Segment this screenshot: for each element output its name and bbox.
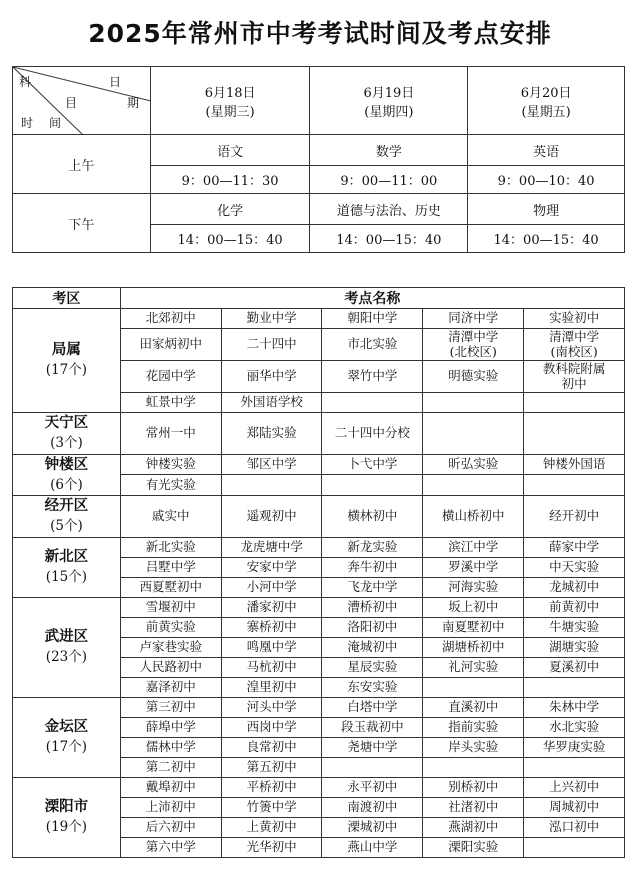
venue-cell: 后六初中 <box>120 817 221 837</box>
venue-cell: 坂上初中 <box>423 597 524 617</box>
venue-cell: 飞龙中学 <box>322 577 423 597</box>
session-label: 下午 <box>13 194 151 253</box>
venue-cell: 朝阳中学 <box>322 309 423 329</box>
district-header: 考区 <box>13 288 121 309</box>
district-count: (17个) <box>45 362 88 379</box>
venue-cell: 清潭中学 (北校区) <box>423 329 524 361</box>
district-cell <box>13 697 121 777</box>
venue-cell: 丽华中学 <box>221 361 322 393</box>
venue-cell: 华罗庚实验 <box>524 737 625 757</box>
venue-cell: 有光实验 <box>120 475 221 496</box>
day-weekday: (星期四) <box>364 104 414 120</box>
venue-cell: 卢家巷实验 <box>120 637 221 657</box>
venue-cell: 燕山中学 <box>322 837 423 857</box>
district-cell <box>13 413 121 455</box>
venue-cell: 段玉裁初中 <box>322 717 423 737</box>
venue-cell: 戚实中 <box>120 496 221 538</box>
venue-cell: 洛阳初中 <box>322 617 423 637</box>
venue-cell: 花园中学 <box>120 361 221 393</box>
time-cell: 9：00—10：40 <box>468 166 625 194</box>
venue-cell: 实验初中 <box>524 309 625 329</box>
corner-label: 间 <box>49 116 62 130</box>
district-name: 新北区 <box>44 548 89 565</box>
venue-cell: 平桥初中 <box>221 777 322 797</box>
venue-cell: 前黄实验 <box>120 617 221 637</box>
venue-cell: 同济中学 <box>423 309 524 329</box>
venue-cell: 邹区中学 <box>221 454 322 475</box>
district-count: (3个) <box>50 435 83 452</box>
venue-cell: 溧阳实验 <box>423 837 524 857</box>
district-name: 武进区 <box>44 628 89 645</box>
venue-cell: 常州一中 <box>120 413 221 455</box>
venue-row <box>13 454 625 475</box>
corner-label: 期 <box>127 96 140 110</box>
venue-cell: 良常初中 <box>221 737 322 757</box>
venue-cell: 第六中学 <box>120 837 221 857</box>
venue-cell: 水北实验 <box>524 717 625 737</box>
venue-cell: 潘家初中 <box>221 597 322 617</box>
venue-cell: 第二初中 <box>120 757 221 777</box>
subject-cell: 数学 <box>310 135 468 166</box>
venue-cell: 社渚初中 <box>423 797 524 817</box>
venue-cell: 鸣凰中学 <box>221 637 322 657</box>
district-count: (19个) <box>45 818 88 835</box>
venue-body <box>13 309 625 858</box>
venue-header: 考点名称 <box>120 288 624 309</box>
district-name: 金坛区 <box>44 718 89 735</box>
venue-cell: 二十四中分校 <box>322 413 423 455</box>
venue-cell: 溧城初中 <box>322 817 423 837</box>
district-name: 天宁区 <box>44 415 89 431</box>
venue-cell: 燕湖初中 <box>423 817 524 837</box>
venue-cell: 西夏墅初中 <box>120 577 221 597</box>
venue-cell: 泓口初中 <box>524 817 625 837</box>
time-cell: 14：00—15：40 <box>310 225 468 253</box>
venue-cell: 戴埠初中 <box>120 777 221 797</box>
venue-cell: 马杭初中 <box>221 657 322 677</box>
venue-cell: 河头中学 <box>221 697 322 717</box>
day-weekday: (星期三) <box>205 104 255 120</box>
venue-cell: 别桥初中 <box>423 777 524 797</box>
venue-cell <box>322 757 423 777</box>
venue-row <box>13 597 625 617</box>
corner-diagonal-cell <box>13 67 151 135</box>
venue-cell <box>423 413 524 455</box>
venue-cell: 外国语学校 <box>221 393 322 413</box>
venue-cell: 钟楼外国语 <box>524 454 625 475</box>
venue-cell: 指前实验 <box>423 717 524 737</box>
venue-cell: 湟里初中 <box>221 677 322 697</box>
venue-cell: 奔牛初中 <box>322 557 423 577</box>
venue-cell <box>322 475 423 496</box>
day-header <box>310 67 468 135</box>
subject-cell: 语文 <box>150 135 310 166</box>
venue-cell: 周城初中 <box>524 797 625 817</box>
session-subject-row <box>13 194 625 225</box>
district-count: (23个) <box>45 648 88 665</box>
venue-row <box>13 537 625 557</box>
venue-cell: 昕弘实验 <box>423 454 524 475</box>
venue-cell: 南夏墅初中 <box>423 617 524 637</box>
venue-row <box>13 697 625 717</box>
venue-cell: 虹景中学 <box>120 393 221 413</box>
corner-label: 日 <box>109 75 122 89</box>
venue-cell: 中天实验 <box>524 557 625 577</box>
venue-cell: 卜弋中学 <box>322 454 423 475</box>
venue-cell: 翠竹中学 <box>322 361 423 393</box>
venue-cell: 田家炳初中 <box>120 329 221 361</box>
venue-cell: 朱林中学 <box>524 697 625 717</box>
subject-cell: 化学 <box>150 194 310 225</box>
venue-cell: 横林初中 <box>322 496 423 538</box>
district-cell <box>13 454 121 496</box>
venue-cell: 东安实验 <box>322 677 423 697</box>
day-header <box>468 67 625 135</box>
venue-cell: 北郊初中 <box>120 309 221 329</box>
venue-cell: 牛塘实验 <box>524 617 625 637</box>
subject-cell: 道德与法治、历史 <box>310 194 468 225</box>
venue-cell: 儒林中学 <box>120 737 221 757</box>
venue-row <box>13 777 625 797</box>
venue-cell: 新北实验 <box>120 537 221 557</box>
venue-cell: 二十四中 <box>221 329 322 361</box>
session-subject-row <box>13 135 625 166</box>
venue-cell: 漕桥初中 <box>322 597 423 617</box>
venue-cell: 湖塘桥初中 <box>423 637 524 657</box>
venue-cell: 上黄初中 <box>221 817 322 837</box>
venue-cell: 罗溪中学 <box>423 557 524 577</box>
venue-cell: 夏溪初中 <box>524 657 625 677</box>
venue-cell: 第五初中 <box>221 757 322 777</box>
schedule-header-row <box>13 67 625 135</box>
venue-cell <box>524 677 625 697</box>
district-cell <box>13 537 121 597</box>
venue-cell: 西岗中学 <box>221 717 322 737</box>
venue-cell: 郑陆实验 <box>221 413 322 455</box>
venue-cell: 雪堰初中 <box>120 597 221 617</box>
venue-row <box>13 413 625 455</box>
venue-cell: 新龙实验 <box>322 537 423 557</box>
venue-header-row <box>13 288 625 309</box>
day-weekday: (星期五) <box>521 104 571 120</box>
venue-cell: 竹箦中学 <box>221 797 322 817</box>
venue-cell <box>524 757 625 777</box>
venue-cell: 嘉泽初中 <box>120 677 221 697</box>
venue-cell <box>322 393 423 413</box>
district-name: 钟楼区 <box>44 456 89 473</box>
venue-cell <box>423 677 524 697</box>
subject-cell: 物理 <box>468 194 625 225</box>
district-name: 溧阳市 <box>44 798 89 815</box>
district-count: (15个) <box>45 568 88 585</box>
venue-cell: 清潭中学 (南校区) <box>524 329 625 361</box>
day-header <box>150 67 310 135</box>
venue-cell: 薛埠中学 <box>120 717 221 737</box>
venue-cell <box>524 837 625 857</box>
venue-cell <box>524 413 625 455</box>
corner-label: 科 <box>19 75 32 89</box>
district-cell <box>13 496 121 538</box>
venue-cell: 上兴初中 <box>524 777 625 797</box>
venue-cell: 安家中学 <box>221 557 322 577</box>
venue-cell: 遥观初中 <box>221 496 322 538</box>
time-cell: 14：00—15：40 <box>150 225 310 253</box>
venue-cell: 寨桥初中 <box>221 617 322 637</box>
venue-row <box>13 309 625 329</box>
venue-cell <box>221 475 322 496</box>
venue-cell: 钟楼实验 <box>120 454 221 475</box>
exam-schedule-table <box>12 66 625 253</box>
exam-venue-table <box>12 287 625 858</box>
corner-label: 目 <box>65 96 78 110</box>
district-count: (5个) <box>50 518 83 535</box>
district-cell <box>13 309 121 413</box>
day-date: 6月19日 <box>363 85 415 101</box>
venue-row <box>13 496 625 538</box>
venue-cell: 光华初中 <box>221 837 322 857</box>
venue-cell: 市北实验 <box>322 329 423 361</box>
venue-cell: 尧塘中学 <box>322 737 423 757</box>
venue-cell: 上沛初中 <box>120 797 221 817</box>
district-cell <box>13 597 121 697</box>
district-count: (6个) <box>50 476 83 493</box>
session-label: 上午 <box>13 135 151 194</box>
venue-cell: 星辰实验 <box>322 657 423 677</box>
venue-cell: 河海实验 <box>423 577 524 597</box>
time-cell: 9：00—11：30 <box>150 166 310 194</box>
venue-cell: 白塔中学 <box>322 697 423 717</box>
venue-cell <box>524 393 625 413</box>
venue-cell: 龙虎塘中学 <box>221 537 322 557</box>
venue-cell: 勤业中学 <box>221 309 322 329</box>
page-title: 2025年常州市中考考试时间及考点安排 <box>88 19 552 48</box>
venue-cell: 龙城初中 <box>524 577 625 597</box>
subject-cell: 英语 <box>468 135 625 166</box>
venue-cell: 前黄初中 <box>524 597 625 617</box>
venue-cell: 淹城初中 <box>322 637 423 657</box>
venue-cell: 直溪初中 <box>423 697 524 717</box>
venue-cell: 吕墅中学 <box>120 557 221 577</box>
venue-cell: 人民路初中 <box>120 657 221 677</box>
time-cell: 14：00—15：40 <box>468 225 625 253</box>
day-date: 6月20日 <box>520 85 572 101</box>
venue-cell <box>423 475 524 496</box>
venue-cell: 明德实验 <box>423 361 524 393</box>
time-cell: 9：00—11：00 <box>310 166 468 194</box>
district-cell <box>13 777 121 857</box>
district-name: 局属 <box>51 342 81 359</box>
district-name: 经开区 <box>44 498 89 515</box>
venue-cell <box>423 757 524 777</box>
venue-cell: 湖塘实验 <box>524 637 625 657</box>
venue-cell: 小河中学 <box>221 577 322 597</box>
venue-cell: 薛家中学 <box>524 537 625 557</box>
venue-cell: 永平初中 <box>322 777 423 797</box>
venue-cell: 经开初中 <box>524 496 625 538</box>
venue-cell: 礼河实验 <box>423 657 524 677</box>
venue-cell: 第三初中 <box>120 697 221 717</box>
venue-cell: 滨江中学 <box>423 537 524 557</box>
venue-cell <box>524 475 625 496</box>
district-count: (17个) <box>45 738 88 755</box>
venue-cell: 南渡初中 <box>322 797 423 817</box>
day-date: 6月18日 <box>204 85 256 101</box>
venue-cell <box>423 393 524 413</box>
venue-cell: 横山桥初中 <box>423 496 524 538</box>
venue-cell: 教科院附属 初中 <box>524 361 625 393</box>
corner-label: 时 <box>21 116 34 130</box>
venue-cell: 岸头实验 <box>423 737 524 757</box>
